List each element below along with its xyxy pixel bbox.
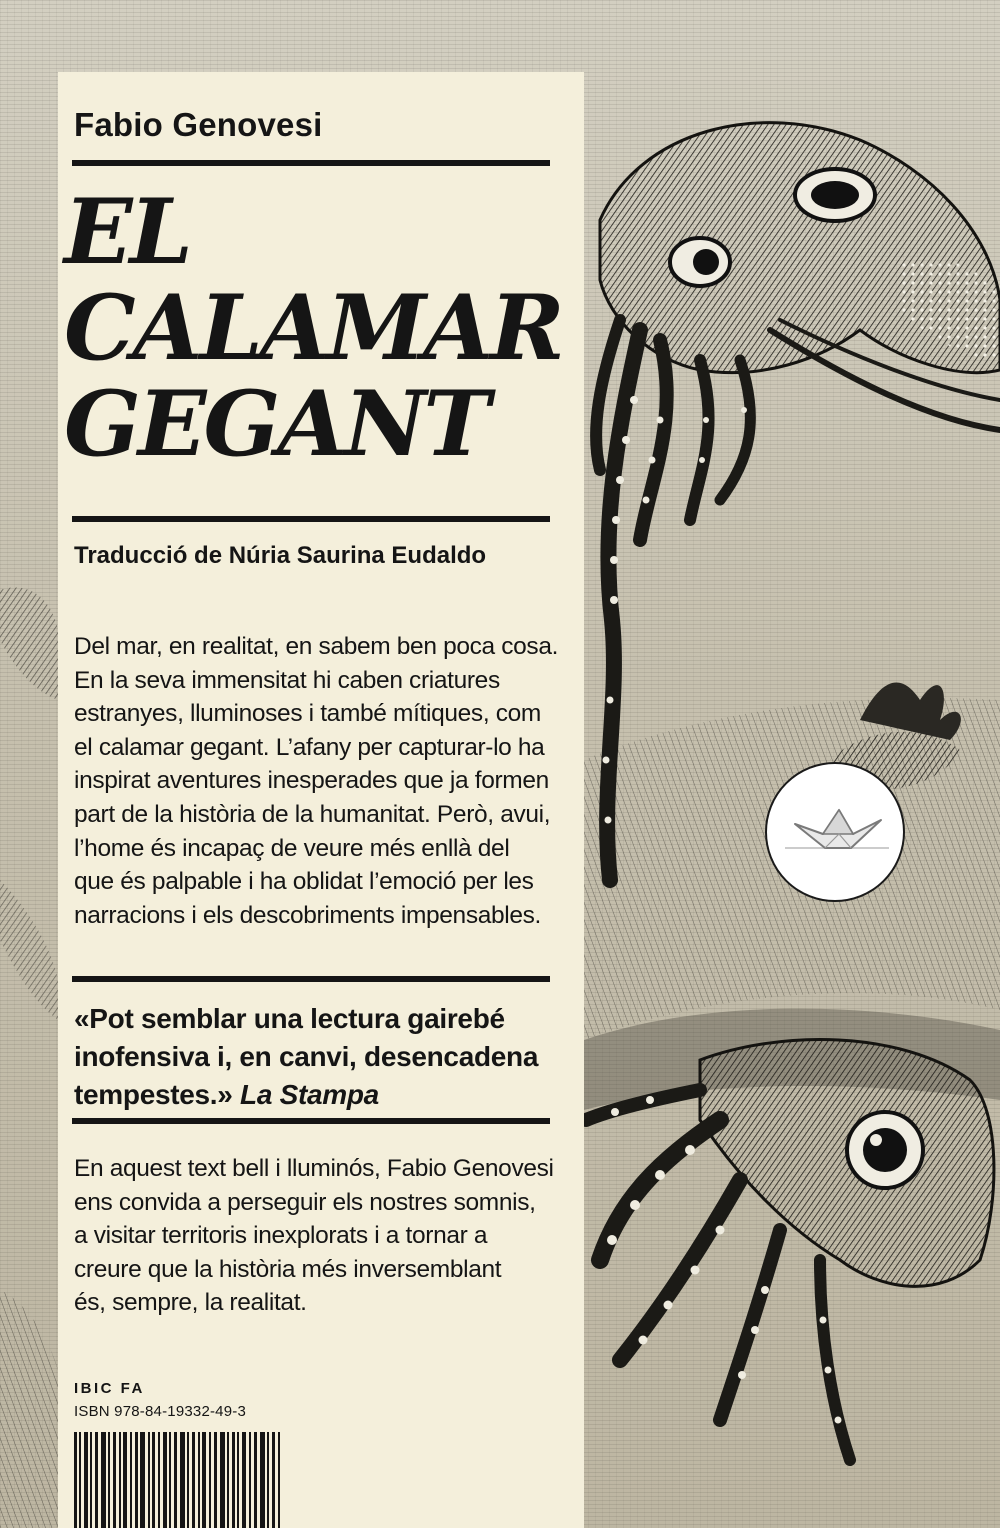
summary-line: ens convida a perseguir els nostres somnis, [74, 1188, 536, 1216]
blurb-line: En la seva immensitat hi caben criatures [74, 666, 500, 694]
book-title [64, 179, 564, 477]
summary-line: és, sempre, la realitat. [74, 1289, 307, 1317]
quote-line [74, 1076, 554, 1114]
summary-line: creure que la història més inversemblant [74, 1255, 502, 1283]
quote-line: «Pot semblar una lectura gairebé [74, 1003, 505, 1034]
blurb-line: narracions i els descobriments impensables. [74, 901, 542, 929]
blurb-line: que és palpable i ha oblidat l’emoció per les [74, 868, 534, 896]
paper-boat-icon [767, 764, 907, 904]
blurb-line: l’home és incapaç de veure més enllà del [74, 834, 510, 862]
summary-line: a visitar territoris inexplorats i a tornar a [74, 1222, 488, 1250]
blurb-line: el calamar gegant. L’afany per capturar-lo ha [74, 733, 545, 761]
blurb-line: Del mar, en realitat, en sabem ben poca cosa. [74, 633, 559, 660]
quote-source: La Stampa [240, 1079, 379, 1110]
title-line: CALAMAR [64, 275, 562, 381]
author-name: Fabio Genovesi [74, 106, 323, 143]
quote-last-line: tempestes.» [74, 1079, 233, 1110]
divider-rule [72, 516, 550, 522]
ibic-code: IBIC FA [74, 1380, 145, 1397]
isbn-number: ISBN 978-84-19332-49-3 [74, 1403, 247, 1420]
publisher-logo [765, 762, 905, 902]
title-line: GEGANT [64, 371, 488, 477]
press-quote [74, 1000, 554, 1114]
summary-paragraph [74, 1152, 554, 1320]
title-line: EL [64, 179, 190, 285]
blurb-line: inspirat aventures inesperades que ja formen [74, 767, 549, 795]
barcode-icon [74, 1432, 284, 1528]
blurb-paragraph [74, 630, 559, 932]
translator-credit: Traducció de Núria Saurina Eudaldo [74, 542, 487, 569]
divider-rule [72, 976, 550, 982]
text-panel [58, 72, 584, 1528]
blurb-line: part de la història de la humanitat. Però, avui, [74, 800, 551, 828]
blurb-line: estranyes, lluminoses i també mítiques, com [74, 700, 541, 728]
summary-line: En aquest text bell i lluminós, Fabio Genovesi [74, 1155, 554, 1182]
divider-rule [72, 1118, 550, 1124]
divider-rule [72, 160, 550, 166]
quote-line: inofensiva i, en canvi, desencadena [74, 1041, 539, 1072]
